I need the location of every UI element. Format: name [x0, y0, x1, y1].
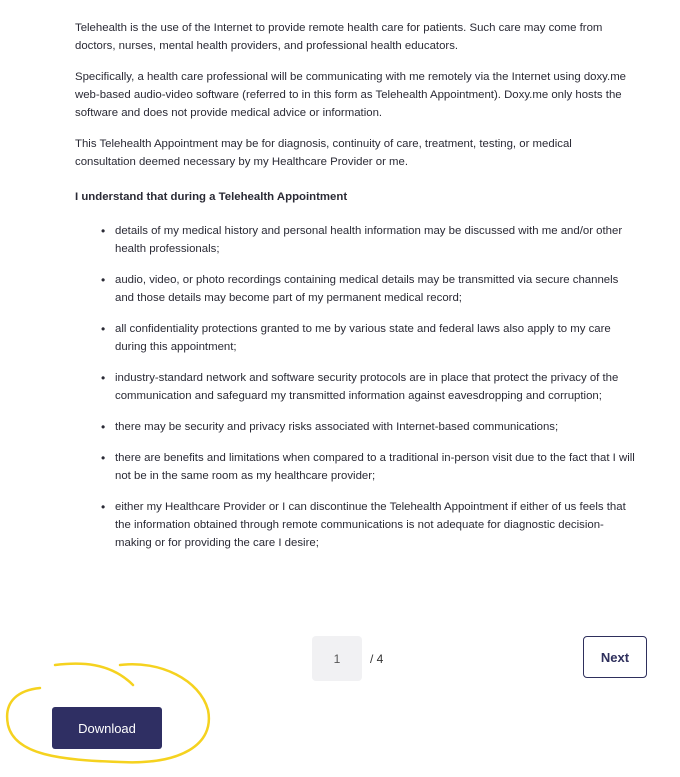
list-item-text: audio, video, or photo recordings containing medical details may be transmitted via secure channels and those details may become part of my permanent medical record;: [115, 274, 619, 304]
list-item: [101, 222, 635, 258]
doc-paragraph: This Telehealth Appointment may be for diagnosis, continuity of care, treatment, testing, or medical consultation deemed necessary by my Healthcare Provider or me.: [75, 138, 572, 168]
next-button[interactable]: Next: [583, 636, 647, 678]
list-item-text: industry-standard network and software security protocols are in place that protect the privacy of the communication and safeguard my transmitted information against eavesdropping and corruption;: [115, 372, 619, 402]
list-item-text: details of my medical history and personal health information may be discussed with me and/or other health professionals;: [115, 225, 623, 255]
list-item: [101, 320, 635, 356]
bullet-icon: •: [101, 322, 106, 336]
list-item: [101, 498, 635, 552]
consent-document: [75, 19, 635, 565]
list-item: [101, 449, 635, 485]
page-total: / 4: [370, 651, 384, 666]
page-number-input[interactable]: [312, 636, 362, 681]
bullet-icon: •: [101, 420, 106, 434]
download-button[interactable]: Download: [52, 707, 162, 749]
list-item-text: either my Healthcare Provider or I can discontinue the Telehealth Appointment if either of us feels that the information obtained through remote communications is not adequate for diagnostic decision-making or for providing the care I desire;: [115, 501, 626, 549]
list-item: [101, 271, 635, 307]
list-item-text: there are benefits and limitations when compared to a traditional in-person visit due to the fact that I will not be in the same room as my healthcare provider;: [115, 452, 635, 482]
bullet-icon: •: [101, 273, 106, 287]
bullet-icon: •: [101, 371, 106, 385]
doc-paragraph: Telehealth is the use of the Internet to provide remote health care for patients. Such care may come from doctors, nurses, mental health providers, and professional health educators.: [75, 22, 603, 52]
pagination: [312, 636, 383, 681]
list-item: [101, 369, 635, 405]
list-item-text: there may be security and privacy risks associated with Internet-based communications;: [115, 421, 559, 433]
list-item-text: all confidentiality protections granted to me by various state and federal laws also apply to my care during this appointment;: [115, 323, 611, 353]
bullet-icon: •: [101, 451, 106, 465]
bullet-icon: •: [101, 224, 106, 238]
list-item: [101, 418, 635, 436]
bullet-icon: •: [101, 500, 106, 514]
list-heading: I understand that during a Telehealth Appointment: [75, 191, 348, 203]
understanding-list: [75, 222, 635, 552]
doc-paragraph: Specifically, a health care professional will be communicating with me remotely via the Internet using doxy.me web-based audio-video software (referred to in this form as Telehealth Appointment). Doxy.me only hosts the software and does not provide medical advice or information.: [75, 71, 627, 119]
